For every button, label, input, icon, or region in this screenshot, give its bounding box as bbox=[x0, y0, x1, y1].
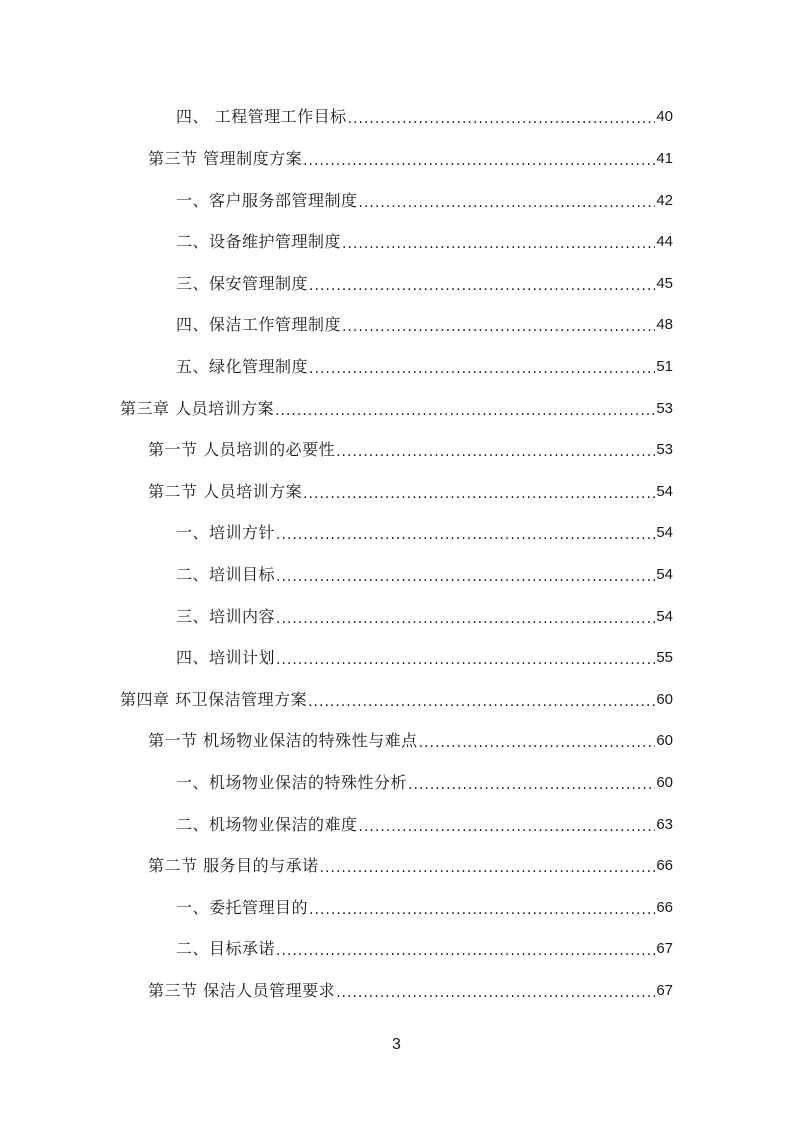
page-number: 3 bbox=[392, 1036, 401, 1053]
toc-entry-label: 第三章 人员培训方案 bbox=[120, 399, 275, 418]
toc-entry[interactable] bbox=[120, 397, 673, 421]
dot-leader bbox=[275, 401, 655, 421]
toc-entry-label: 一、培训方针 bbox=[176, 523, 276, 542]
toc-entry-page: 41 bbox=[656, 150, 673, 167]
dot-leader bbox=[419, 733, 656, 753]
dot-leader bbox=[342, 317, 655, 337]
toc-entry[interactable] bbox=[176, 355, 673, 379]
dot-leader bbox=[303, 484, 655, 504]
toc-entry-page: 60 bbox=[656, 691, 673, 708]
toc-entry[interactable] bbox=[176, 105, 673, 129]
toc-entry-label: 四、保洁工作管理制度 bbox=[176, 315, 342, 334]
toc-entry[interactable] bbox=[148, 438, 673, 462]
toc-entry[interactable] bbox=[176, 313, 673, 337]
dot-leader bbox=[276, 650, 655, 670]
toc-entry[interactable] bbox=[120, 688, 673, 712]
toc-entry-page: 42 bbox=[656, 192, 673, 209]
toc-entry[interactable] bbox=[176, 646, 673, 670]
dot-leader bbox=[348, 109, 656, 129]
toc-entry-label: 第一节 人员培训的必要性 bbox=[148, 440, 336, 459]
dot-leader bbox=[309, 359, 655, 379]
toc-entry-page: 54 bbox=[656, 566, 673, 583]
dot-leader bbox=[309, 276, 655, 296]
toc-entry-page: 67 bbox=[656, 940, 673, 957]
toc-entry[interactable] bbox=[176, 230, 673, 254]
toc-entry[interactable] bbox=[176, 896, 673, 920]
toc-entry-page: 63 bbox=[656, 816, 673, 833]
toc-entry-label: 第四章 环卫保洁管理方案 bbox=[120, 690, 308, 709]
dot-leader bbox=[336, 983, 655, 1003]
toc-entry-page: 55 bbox=[656, 649, 673, 666]
toc-entry-label: 第一节 机场物业保洁的特殊性与难点 bbox=[148, 731, 418, 750]
toc-entry[interactable] bbox=[176, 813, 673, 837]
toc-entry-label: 四、 工程管理工作目标 bbox=[176, 107, 347, 126]
toc-entry-label: 第三节 保洁人员管理要求 bbox=[148, 981, 336, 1000]
dot-leader bbox=[276, 525, 655, 545]
toc-entry-page: 51 bbox=[656, 358, 673, 375]
toc-entry-label: 一、机场物业保洁的特殊性分析 bbox=[176, 773, 408, 792]
toc-entry-page: 54 bbox=[656, 483, 673, 500]
toc-entry-page: 45 bbox=[656, 275, 673, 292]
toc-entry-label: 三、培训内容 bbox=[176, 607, 276, 626]
toc-entry-label: 一、委托管理目的 bbox=[176, 898, 309, 917]
toc-entry-label: 三、保安管理制度 bbox=[176, 274, 309, 293]
toc-entry[interactable] bbox=[148, 979, 673, 1003]
toc-entry-page: 44 bbox=[656, 233, 673, 250]
toc-entry-label: 四、培训计划 bbox=[176, 648, 276, 667]
dot-leader bbox=[276, 567, 655, 587]
dot-leader bbox=[342, 234, 655, 254]
toc-entry-page: 66 bbox=[656, 857, 673, 874]
toc-entry[interactable] bbox=[176, 605, 673, 629]
dot-leader bbox=[276, 941, 655, 961]
dot-leader bbox=[359, 817, 656, 837]
toc-entry[interactable] bbox=[148, 729, 673, 753]
toc-entry-label: 二、设备维护管理制度 bbox=[176, 232, 342, 251]
dot-leader bbox=[303, 151, 655, 171]
toc-entry[interactable] bbox=[148, 480, 673, 504]
dot-leader bbox=[309, 900, 655, 920]
toc-entry[interactable] bbox=[176, 272, 673, 296]
toc-entry-label: 一、客户服务部管理制度 bbox=[176, 191, 358, 210]
dot-leader bbox=[359, 193, 656, 213]
toc-entry-label: 二、目标承诺 bbox=[176, 939, 276, 958]
dot-leader bbox=[408, 775, 655, 795]
toc-entry[interactable] bbox=[176, 563, 673, 587]
toc-entry-page: 40 bbox=[656, 108, 673, 125]
toc-entry-label: 五、绿化管理制度 bbox=[176, 357, 309, 376]
dot-leader bbox=[336, 442, 655, 462]
dot-leader bbox=[320, 858, 656, 878]
toc-entry-page: 66 bbox=[656, 899, 673, 916]
toc-entry[interactable] bbox=[176, 937, 673, 961]
toc-entry[interactable] bbox=[148, 854, 673, 878]
toc-entry-page: 53 bbox=[656, 400, 673, 417]
toc-entry-label: 第二节 服务目的与承诺 bbox=[148, 856, 319, 875]
toc-entry[interactable] bbox=[176, 771, 673, 795]
toc-entry-page: 54 bbox=[656, 608, 673, 625]
toc-entry[interactable] bbox=[176, 521, 673, 545]
dot-leader bbox=[276, 609, 655, 629]
toc-entry-page: 53 bbox=[656, 441, 673, 458]
toc-entry-page: 67 bbox=[656, 982, 673, 999]
toc-entry[interactable] bbox=[148, 147, 673, 171]
toc-entry-page: 54 bbox=[656, 524, 673, 541]
toc-entry[interactable] bbox=[176, 189, 673, 213]
toc-entry-label: 二、培训目标 bbox=[176, 565, 276, 584]
toc-entry-page: 48 bbox=[656, 316, 673, 333]
toc-entry-label: 第三节 管理制度方案 bbox=[148, 149, 303, 168]
dot-leader bbox=[308, 692, 655, 712]
toc-entry-label: 二、机场物业保洁的难度 bbox=[176, 815, 358, 834]
toc-entry-page: 60 bbox=[656, 732, 673, 749]
toc-entry-page: 60 bbox=[656, 774, 673, 791]
toc-entry-label: 第二节 人员培训方案 bbox=[148, 482, 303, 501]
